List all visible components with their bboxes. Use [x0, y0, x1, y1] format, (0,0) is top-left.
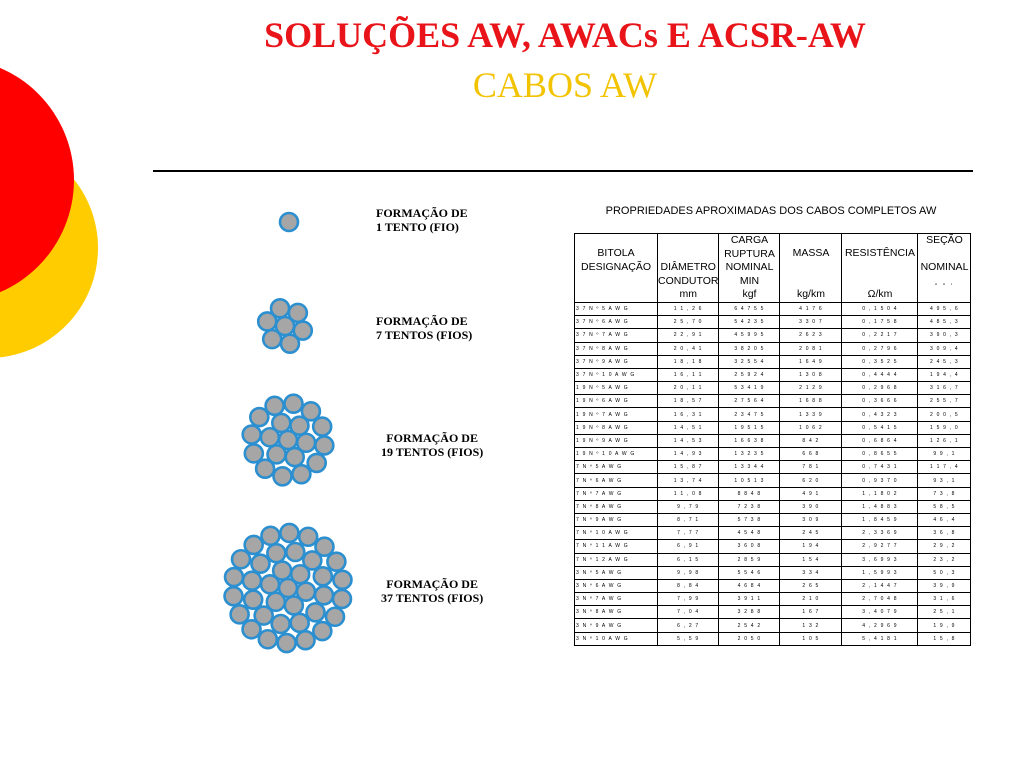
cell-massa: 4 9 1 [780, 487, 842, 500]
header-massa: MASSA kg/km [780, 234, 842, 303]
formation-1-label: FORMAÇÃO DE 1 TENTO (FIO) [376, 206, 468, 234]
wire-strand [278, 634, 296, 652]
cell-secao: 4 6 , 4 [918, 513, 971, 526]
cell-bitola: 3 N º 5 A W G [575, 566, 658, 579]
table-row [575, 527, 971, 540]
cell-diametro: 1 6 , 3 1 [658, 408, 719, 421]
table-caption: PROPRIEDADES APROXIMADAS DOS CABOS COMPLETOS AW [605, 205, 937, 217]
wire-strand [251, 555, 269, 573]
formation-7-label: FORMAÇÃO DE 7 TENTOS (FIOS) [376, 314, 473, 342]
cell-diametro: 1 4 , 9 3 [658, 448, 719, 461]
cell-diametro: 2 0 , 4 1 [658, 342, 719, 355]
cell-bitola: 7 N º 1 2 A W G [575, 553, 658, 566]
table-row [575, 632, 971, 645]
cell-bitola: 1 9 N º 9 A W G [575, 434, 658, 447]
cell-massa: 1 3 0 8 [780, 368, 842, 381]
cell-diametro: 1 4 , 5 3 [658, 434, 719, 447]
cell-massa: 1 9 4 [780, 540, 842, 553]
cell-secao: 2 5 5 , 7 [918, 395, 971, 408]
properties-table [574, 233, 971, 646]
wire-strand [243, 426, 261, 444]
wire-strand [292, 465, 310, 483]
table-row [575, 434, 971, 447]
cell-resistencia: 0 , 2 9 6 8 [842, 382, 918, 395]
cell-bitola: 3 N º 9 A W G [575, 619, 658, 632]
cell-carga: 2 0 5 0 [719, 632, 780, 645]
cell-bitola: 3 7 N º 6 A W G [575, 316, 658, 329]
cell-resistencia: 1 , 8 4 5 9 [842, 513, 918, 526]
cell-diametro: 1 1 , 0 8 [658, 487, 719, 500]
cell-massa: 3 0 9 [780, 513, 842, 526]
cell-secao: 2 3 , 2 [918, 553, 971, 566]
cell-bitola: 1 9 N º 8 A W G [575, 421, 658, 434]
wire-strand [333, 571, 351, 589]
cell-diametro: 6 , 1 5 [658, 553, 719, 566]
cell-massa: 1 6 4 9 [780, 355, 842, 368]
table-row [575, 500, 971, 513]
cell-diametro: 7 , 9 9 [658, 593, 719, 606]
cell-resistencia: 0 , 1 7 5 8 [842, 316, 918, 329]
wire-strand [273, 562, 291, 580]
wire-strand [272, 414, 290, 432]
cell-carga: 3 2 5 5 4 [719, 355, 780, 368]
table-row [575, 474, 971, 487]
table-row [575, 355, 971, 368]
cell-massa: 2 6 5 [780, 579, 842, 592]
table-row [575, 579, 971, 592]
cell-diametro: 1 5 , 8 7 [658, 461, 719, 474]
wire-strand [225, 568, 243, 586]
header-resistencia: RESISTÊNCIA Ω/km [842, 234, 918, 303]
cell-resistencia: 0 , 4 3 2 3 [842, 408, 918, 421]
page-title: SOLUÇÕES AW, AWACs E ACSR-AW [264, 15, 866, 55]
cell-carga: 1 6 6 3 8 [719, 434, 780, 447]
wire-strand [299, 528, 317, 546]
cell-bitola: 1 9 N º 5 A W G [575, 382, 658, 395]
cell-diametro: 1 6 , 1 1 [658, 368, 719, 381]
header-diametro: DIÂMETRO CONDUTOR mm [658, 234, 719, 303]
wire-strand [274, 467, 292, 485]
wire-strand [243, 620, 261, 638]
cell-carga: 1 3 2 3 5 [719, 448, 780, 461]
cell-carga: 3 6 0 8 [719, 540, 780, 553]
cell-massa: 1 5 4 [780, 553, 842, 566]
wire-strand [280, 213, 298, 231]
cell-bitola: 3 7 N º 1 0 A W G [575, 368, 658, 381]
formation-37-label: FORMAÇÃO DE 37 TENTOS (FIOS) [381, 577, 484, 605]
cell-massa: 2 0 8 1 [780, 342, 842, 355]
cell-secao: 2 5 , 1 [918, 606, 971, 619]
cell-resistencia: 0 , 2 2 1 7 [842, 329, 918, 342]
table-row [575, 487, 971, 500]
cell-secao: 1 9 , 9 [918, 619, 971, 632]
cell-carga: 2 5 9 2 4 [719, 368, 780, 381]
wire-strand [259, 630, 277, 648]
cell-secao: 1 1 7 , 4 [918, 461, 971, 474]
wire-strand [297, 631, 315, 649]
wire-strand [261, 527, 279, 545]
cell-bitola: 7 N º 8 A W G [575, 500, 658, 513]
cell-diametro: 7 , 0 4 [658, 606, 719, 619]
cell-diametro: 1 1 , 2 6 [658, 302, 719, 315]
wire-strand [281, 335, 299, 353]
cell-carga: 5 7 3 8 [719, 513, 780, 526]
cell-secao: 2 0 0 , 5 [918, 408, 971, 421]
cell-resistencia: 0 , 3 5 2 5 [842, 355, 918, 368]
cell-massa: 1 6 8 8 [780, 395, 842, 408]
page-subtitle: CABOS AW [472, 65, 658, 105]
cell-secao: 2 9 , 2 [918, 540, 971, 553]
cell-secao: 1 5 , 8 [918, 632, 971, 645]
wire-strand [313, 418, 331, 436]
table-row [575, 342, 971, 355]
table-header-row [575, 234, 971, 303]
cell-resistencia: 2 , 1 4 4 7 [842, 579, 918, 592]
cell-carga: 7 2 3 8 [719, 500, 780, 513]
cell-massa: 3 3 0 7 [780, 316, 842, 329]
wire-strand [333, 590, 351, 608]
cell-diametro: 1 8 , 1 8 [658, 355, 719, 368]
wire-strand [231, 605, 249, 623]
cell-diametro: 9 , 7 9 [658, 500, 719, 513]
table-row [575, 302, 971, 315]
cell-carga: 2 5 4 2 [719, 619, 780, 632]
wire-strand [307, 603, 325, 621]
cell-secao: 5 0 , 3 [918, 566, 971, 579]
cell-resistencia: 0 , 9 3 7 0 [842, 474, 918, 487]
cell-diametro: 2 0 , 1 1 [658, 382, 719, 395]
cell-secao: 9 9 , 1 [918, 448, 971, 461]
cell-secao: 5 8 , 5 [918, 500, 971, 513]
cell-bitola: 3 N º 1 0 A W G [575, 632, 658, 645]
cell-carga: 5 5 4 6 [719, 566, 780, 579]
cell-carga: 2 7 5 6 4 [719, 395, 780, 408]
cell-bitola: 3 7 N º 7 A W G [575, 329, 658, 342]
wire-strand [243, 572, 261, 590]
cell-massa: 1 3 3 9 [780, 408, 842, 421]
cell-bitola: 3 7 N º 5 A W G [575, 302, 658, 315]
cell-resistencia: 3 , 6 9 9 3 [842, 553, 918, 566]
cell-secao: 3 0 9 , 4 [918, 342, 971, 355]
table-row [575, 513, 971, 526]
cell-resistencia: 0 , 8 6 5 5 [842, 448, 918, 461]
cell-resistencia: 0 , 5 4 1 5 [842, 421, 918, 434]
wire-strand [245, 536, 263, 554]
cell-carga: 3 8 2 0 5 [719, 342, 780, 355]
cell-bitola: 3 N º 6 A W G [575, 579, 658, 592]
cell-bitola: 7 N º 6 A W G [575, 474, 658, 487]
wire-strand [244, 591, 262, 609]
cell-resistencia: 0 , 2 7 9 6 [842, 342, 918, 355]
cell-massa: 3 9 0 [780, 500, 842, 513]
wire-strand [289, 304, 307, 322]
header-secao: SEÇÃO NOMINAL " " ' [918, 234, 971, 303]
cell-diametro: 8 , 7 1 [658, 513, 719, 526]
wire-strand [266, 397, 284, 415]
wire-strand [315, 436, 333, 454]
cell-resistencia: 2 , 9 2 7 7 [842, 540, 918, 553]
wire-strand [286, 448, 304, 466]
cell-resistencia: 1 , 4 8 8 3 [842, 500, 918, 513]
table-row [575, 368, 971, 381]
cell-secao: 1 5 9 , 0 [918, 421, 971, 434]
cell-resistencia: 0 , 3 6 6 6 [842, 395, 918, 408]
cell-bitola: 7 N º 1 1 A W G [575, 540, 658, 553]
cell-secao: 4 9 5 , 6 [918, 302, 971, 315]
table-row [575, 619, 971, 632]
cell-carga: 6 4 7 5 5 [719, 302, 780, 315]
cell-secao: 3 1 , 6 [918, 593, 971, 606]
wire-strand [225, 587, 243, 605]
cell-carga: 4 5 9 9 5 [719, 329, 780, 342]
cell-secao: 3 9 0 , 3 [918, 329, 971, 342]
cell-diametro: 2 5 , 7 0 [658, 316, 719, 329]
cell-massa: 1 0 5 [780, 632, 842, 645]
cell-massa: 8 4 2 [780, 434, 842, 447]
cell-carga: 5 3 4 1 9 [719, 382, 780, 395]
cell-secao: 1 9 4 , 4 [918, 368, 971, 381]
cell-bitola: 7 N º 9 A W G [575, 513, 658, 526]
cell-carga: 8 8 4 8 [719, 487, 780, 500]
cell-resistencia: 2 , 7 0 4 8 [842, 593, 918, 606]
cell-carga: 3 9 1 1 [719, 593, 780, 606]
wire-strand [271, 299, 289, 317]
cell-carga: 3 2 8 8 [719, 606, 780, 619]
cell-diametro: 1 3 , 7 4 [658, 474, 719, 487]
wire-strand [315, 538, 333, 556]
wire-strand [315, 586, 333, 604]
cell-diametro: 2 2 , 9 1 [658, 329, 719, 342]
cell-diametro: 5 , 5 9 [658, 632, 719, 645]
cell-resistencia: 0 , 7 4 3 1 [842, 461, 918, 474]
cell-diametro: 8 , 8 4 [658, 579, 719, 592]
wire-strand [272, 615, 290, 633]
cell-bitola: 7 N º 7 A W G [575, 487, 658, 500]
table-row [575, 421, 971, 434]
cell-diametro: 6 , 2 7 [658, 619, 719, 632]
table-row [575, 461, 971, 474]
formation-19-label: FORMAÇÃO DE 19 TENTOS (FIOS) [381, 431, 484, 459]
cell-bitola: 3 7 N º 9 A W G [575, 355, 658, 368]
cell-massa: 1 0 6 2 [780, 421, 842, 434]
table-row [575, 395, 971, 408]
wire-strand [327, 553, 345, 571]
wire-strand [314, 567, 332, 585]
table-row [575, 540, 971, 553]
table-row [575, 382, 971, 395]
cell-diametro: 1 4 , 5 1 [658, 421, 719, 434]
cell-massa: 2 1 0 [780, 593, 842, 606]
cell-carga: 1 0 5 1 3 [719, 474, 780, 487]
cell-massa: 2 4 5 [780, 527, 842, 540]
cell-massa: 4 1 7 6 [780, 302, 842, 315]
cell-massa: 7 8 1 [780, 461, 842, 474]
cell-resistencia: 2 , 3 3 6 9 [842, 527, 918, 540]
cell-carga: 4 5 4 8 [719, 527, 780, 540]
cell-diametro: 1 8 , 5 7 [658, 395, 719, 408]
cell-massa: 1 6 7 [780, 606, 842, 619]
wire-strand [267, 544, 285, 562]
cell-secao: 2 4 5 , 3 [918, 355, 971, 368]
header-carga: CARGA RUPTURA NOMINAL MIN kgf [719, 234, 780, 303]
wire-strand [245, 444, 263, 462]
cell-resistencia: 5 , 4 1 8 1 [842, 632, 918, 645]
table-row [575, 316, 971, 329]
cell-resistencia: 0 , 1 5 0 4 [842, 302, 918, 315]
cell-secao: 9 3 , 1 [918, 474, 971, 487]
wire-strand [280, 524, 298, 542]
cell-resistencia: 1 , 5 9 9 3 [842, 566, 918, 579]
cell-massa: 3 3 4 [780, 566, 842, 579]
cell-carga: 1 9 5 1 5 [719, 421, 780, 434]
wire-strand [263, 330, 281, 348]
cell-diametro: 7 , 7 7 [658, 527, 719, 540]
cell-massa: 6 2 0 [780, 474, 842, 487]
cell-carga: 2 8 5 9 [719, 553, 780, 566]
cell-bitola: 3 N º 7 A W G [575, 593, 658, 606]
cell-bitola: 7 N º 5 A W G [575, 461, 658, 474]
cell-bitola: 3 N º 8 A W G [575, 606, 658, 619]
table-row [575, 408, 971, 421]
table-row [575, 448, 971, 461]
cell-bitola: 1 9 N º 7 A W G [575, 408, 658, 421]
table-row [575, 606, 971, 619]
cell-diametro: 6 , 9 1 [658, 540, 719, 553]
cell-resistencia: 3 , 4 0 7 9 [842, 606, 918, 619]
cell-bitola: 3 7 N º 8 A W G [575, 342, 658, 355]
cell-carga: 4 6 8 4 [719, 579, 780, 592]
cell-massa: 2 6 2 3 [780, 329, 842, 342]
cell-secao: 4 8 5 , 3 [918, 316, 971, 329]
cell-carga: 5 4 2 3 5 [719, 316, 780, 329]
cell-bitola: 7 N º 1 0 A W G [575, 527, 658, 540]
cell-diametro: 9 , 9 8 [658, 566, 719, 579]
cell-carga: 2 3 4 7 5 [719, 408, 780, 421]
cell-secao: 3 1 6 , 7 [918, 382, 971, 395]
cell-carga: 1 3 3 4 4 [719, 461, 780, 474]
cell-resistencia: 4 , 2 9 6 9 [842, 619, 918, 632]
table-row [575, 329, 971, 342]
wire-strand [313, 622, 331, 640]
table-row [575, 593, 971, 606]
cell-bitola: 1 9 N º 6 A W G [575, 395, 658, 408]
cell-secao: 7 3 , 8 [918, 487, 971, 500]
cell-bitola: 1 9 N º 1 0 A W G [575, 448, 658, 461]
cell-secao: 3 6 , 8 [918, 527, 971, 540]
table-row [575, 566, 971, 579]
cell-resistencia: 1 , 1 8 0 2 [842, 487, 918, 500]
wire-strand [291, 614, 309, 632]
cell-secao: 3 9 , 9 [918, 579, 971, 592]
cell-secao: 1 2 6 , 1 [918, 434, 971, 447]
cell-resistencia: 0 , 4 4 4 4 [842, 368, 918, 381]
header-bitola: BITOLA DESIGNAÇÃO [575, 234, 658, 303]
wire-strand [285, 596, 303, 614]
wire-strand [286, 543, 304, 561]
cell-resistencia: 0 , 6 8 6 4 [842, 434, 918, 447]
wire-strand [284, 395, 302, 413]
cell-massa: 6 6 8 [780, 448, 842, 461]
table-row [575, 553, 971, 566]
cell-massa: 1 3 2 [780, 619, 842, 632]
cell-massa: 2 1 2 9 [780, 382, 842, 395]
